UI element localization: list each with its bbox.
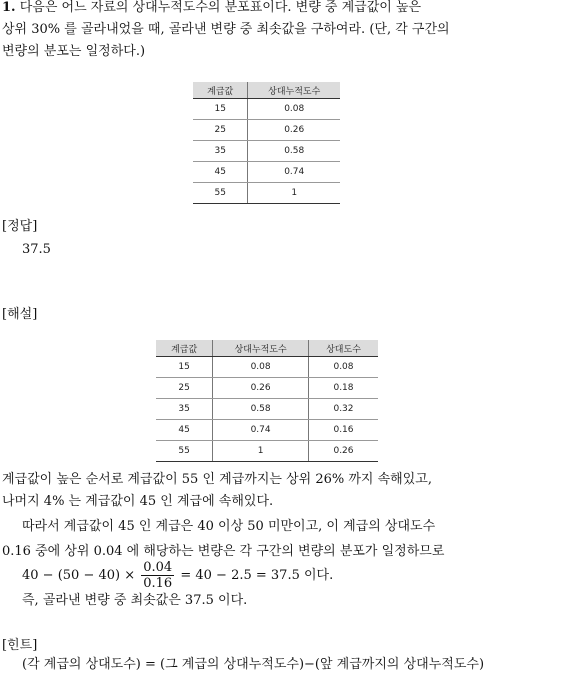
table-row: 35 0.58 0.32	[156, 399, 378, 420]
fraction-denominator: 0.16	[143, 576, 173, 591]
question-line-1: 1. 다음은 어느 자료의 상대누적도수의 분포표이다. 변량 중 계급값이 높은	[2, 0, 422, 15]
formula-fraction	[141, 560, 174, 591]
hint-text: (각 계급의 상대도수) = (그 계급의 상대누적도수)−(앞 계급까지의 상대누적도수)	[22, 657, 485, 672]
table-row: 35 0.58	[193, 141, 340, 162]
question-line-2: 상위 30% 를 골라내었을 때, 골라낸 변량 중 최솟값을 구하여라. (단, 각 구간의	[2, 22, 450, 37]
table-row: 45 0.74	[193, 162, 340, 183]
table-header: 상대도수	[309, 340, 379, 357]
table-header: 계급값	[156, 340, 213, 357]
table-row: 25 0.26	[193, 120, 340, 141]
answer-value: 37.5	[22, 242, 51, 257]
hint-label: [힌트]	[2, 638, 38, 653]
table-row: 45 0.74 0.16	[156, 420, 378, 441]
solution-line-2: 나머지 4% 는 계급값이 45 인 계급에 속해있다.	[2, 494, 274, 509]
question-line-3: 변량의 분포는 일정하다.)	[2, 44, 146, 59]
table-header: 상대누적도수	[213, 340, 309, 357]
formula-prefix: 40 − (50 − 40) ×	[22, 568, 136, 583]
solution-label: [해설]	[2, 307, 38, 322]
solution-line-1: 계급값이 높은 순서로 계급값이 55 인 계급까지는 상위 26% 까지 속해있고,	[2, 472, 432, 487]
table-row: 25 0.26 0.18	[156, 378, 378, 399]
table-header: 계급값	[193, 82, 248, 99]
solution-formula	[22, 560, 333, 591]
solution-line-3: 따라서 계급값이 45 인 계급은 40 이상 50 미만이고, 이 계급의 상대도수	[22, 519, 436, 534]
relative-frequency-table	[156, 340, 378, 462]
table-header: 상대누적도수	[248, 82, 340, 99]
solution-line-6: 즉, 골라낸 변량 중 최솟값은 37.5 이다.	[22, 593, 248, 608]
table-row: 15 0.08 0.08	[156, 357, 378, 378]
formula-suffix: = 40 − 2.5 = 37.5 이다.	[180, 568, 334, 583]
fraction-numerator: 0.04	[143, 560, 173, 575]
solution-line-4: 0.16 중에 상위 0.04 에 해당하는 변량은 각 구간의 변량의 분포가 일정하므로	[2, 544, 445, 559]
answer-label: [정답]	[2, 219, 38, 234]
table-row: 55 1 0.26	[156, 441, 378, 462]
table-row: 55 1	[193, 183, 340, 204]
question-number: 1.	[2, 0, 16, 15]
table-row: 15 0.08	[193, 99, 340, 120]
cumulative-frequency-table	[193, 82, 340, 204]
